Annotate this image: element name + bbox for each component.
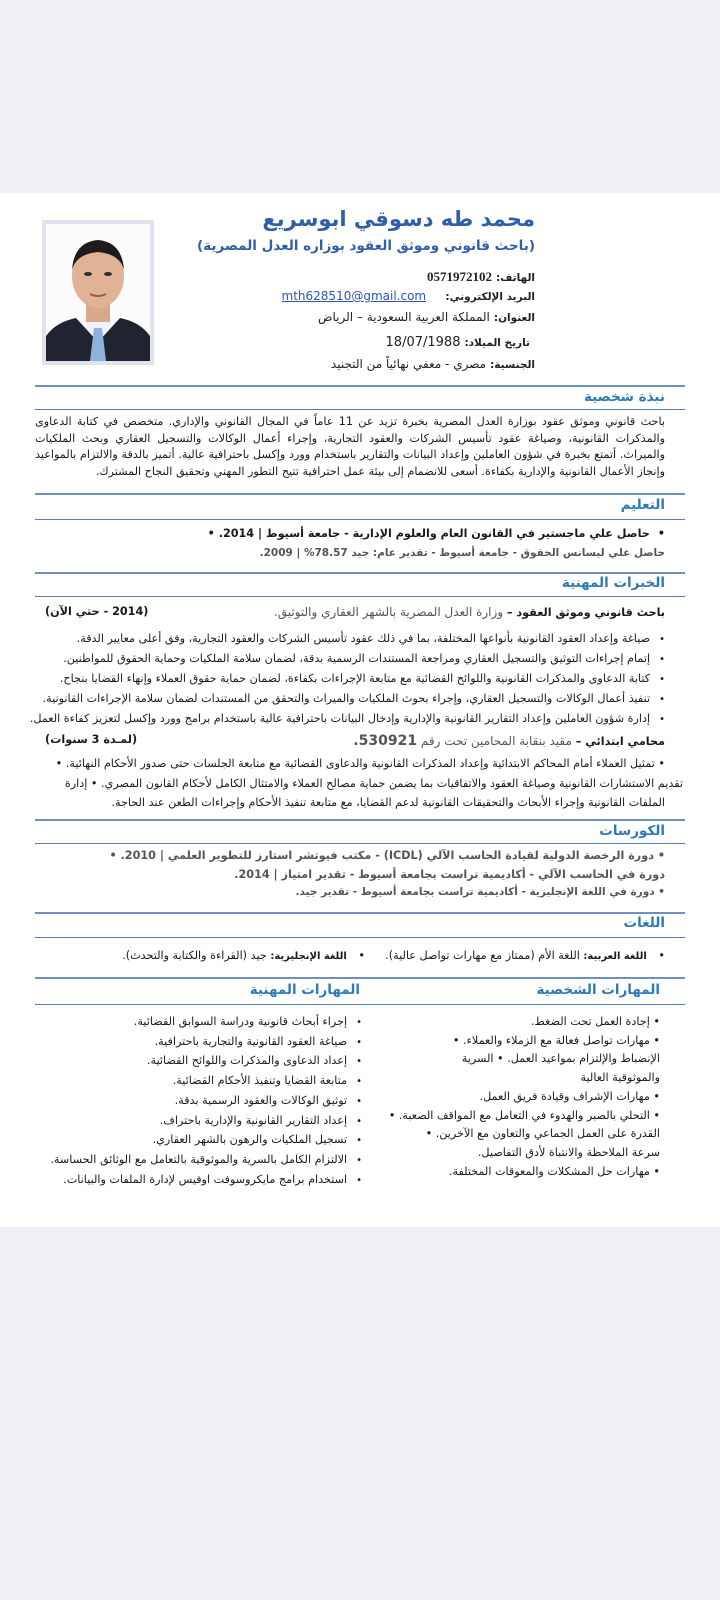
job-2-registration-number: 530921. bbox=[353, 733, 418, 749]
course-item-english: • دورة في اللغة الإنجليزية - أكاديمية تراست بجامعة أسيوط - تقدير جيد. bbox=[295, 886, 665, 898]
professional-skill-item: • توثيق الوكالات والعقود الرسمية بدقة. bbox=[50, 1092, 362, 1112]
section-divider bbox=[35, 572, 685, 574]
personal-skills-list bbox=[370, 1013, 660, 1181]
personal-skill-line: الإنضباط والإلتزام بمواعيد العمل. • السرية bbox=[461, 1052, 660, 1066]
birthdate-label: تاريخ الميلاد: bbox=[464, 337, 530, 349]
personal-skill-line: • مهارات حل المشكلات والمعوقات المختلفة. bbox=[448, 1164, 660, 1178]
section-divider bbox=[35, 596, 685, 597]
language-arabic-level: اللغة الأم (ممتاز مع مهارات تواصل عالية). bbox=[385, 949, 584, 962]
section-title-personal-skills: المهارات الشخصية bbox=[536, 982, 660, 998]
phone-value: 0571972102 bbox=[426, 269, 492, 284]
birthdate-value: 18/07/1988 bbox=[385, 335, 461, 350]
candidate-title: (باحث قانوني وموثق العقود بوزاره العدل المصرية) bbox=[197, 238, 535, 254]
section-divider bbox=[35, 385, 685, 387]
section-title-professional-skills: المهارات المهنية bbox=[249, 982, 360, 998]
profile-photo-frame bbox=[42, 220, 154, 365]
section-title-experience: الخبرات المهنية bbox=[561, 575, 665, 591]
section-title-languages: اللغات bbox=[623, 915, 665, 931]
address-value: المملكة العربية السعودية – الرياض bbox=[318, 310, 490, 324]
section-divider bbox=[35, 519, 685, 520]
job-1-bullet: • كتابة الدعاوى والمذكرات القانونية واللوائح القضائية مع متابعة الإجراءات بكفاءة، لضمان حماية حقوق العملاء وإنهاء القضايا بنجاح. bbox=[30, 669, 665, 689]
section-divider bbox=[35, 493, 685, 495]
language-english bbox=[122, 949, 365, 962]
job-2-role: محامي ابتدائي – bbox=[575, 735, 665, 748]
email-link[interactable]: mth628510@gmail.com bbox=[281, 289, 427, 303]
phone-row bbox=[427, 269, 535, 285]
job-2-line: • تمثيل العملاء أمام المحاكم الابتدائية وإعداد المذكرات القانونية والدعاوى القضائية مع متابعة الجلسات حتى صدور الأحكام النهائية. • bbox=[55, 757, 665, 770]
professional-skill-item: • صياغة العقود القانونية والتجارية باحترافية. bbox=[50, 1033, 362, 1053]
job-1-heading bbox=[274, 605, 665, 619]
education-item-masters: • حاصل علي ماجستير في القانون العام والعلوم الإدارية - جامعة أسيوط | 2014. • bbox=[208, 527, 665, 540]
job-2-line: تقديم الاستشارات القانونية وصياغة العقود والاتفاقيات بما يضمن حماية مصالح العملاء والامتثال الكامل لأحكام القانون المصري. • إدارة bbox=[64, 777, 683, 790]
profile-summary: باحث قانوني وموثق عقود بوزارة العدل المصرية بخبرة تزيد عن 11 عاماً في المجال القانوني والإداري. متخصص في كتابة الدعاوى والمذكرات القانونية، وصياغة عقود تأسيس الشركات والعقود التجارية، وإجراء أعمال الوكالات والتسجيل العقاري وبحث الملكيات والميراث. أتمتع بخبرة في شؤون العاملين وإعداد البيانات والتقارير باستخدام وورد وإكسل باحترافية عالية. أتميز بالدقة والالتزام بالمواعيد وإنجاز الأعمال القانونية والإدارية بكفاءة. أسعى للانضمام إلى بيئة عمل احترافية تتيح التطور المهني وتحقيق النجاح المشترك. bbox=[35, 415, 665, 478]
section-title-profile: نبذة شخصية bbox=[583, 389, 665, 405]
professional-skill-item: • متابعة القضايا وتنفيذ الأحكام القضائية. bbox=[50, 1072, 362, 1092]
section-title-education: التعليم bbox=[620, 497, 665, 513]
personal-skill-line: • إجادة العمل تحت الضغط. bbox=[530, 1015, 660, 1028]
job-2-org: مقيد بنقابة المحامين تحت رقم bbox=[417, 734, 576, 748]
language-english-label: اللغة الإنجليزية: bbox=[270, 951, 347, 962]
language-arabic-label: اللغة العربية: bbox=[583, 951, 647, 962]
education-item-bachelor: حاصل علي ليسانس الحقوق - جامعة أسيوط - تقدير عام: جيد 78.57% | 2009. bbox=[259, 547, 665, 559]
job-1-bullets bbox=[30, 629, 665, 729]
section-title-courses: الكورسات bbox=[599, 823, 665, 839]
professional-skill-item: • الالتزام الكامل بالسرية والموثوقية بالتعامل مع الوثائق الحساسة. bbox=[50, 1151, 362, 1171]
section-divider bbox=[35, 1004, 685, 1005]
section-divider bbox=[35, 843, 685, 844]
course-item-icdl: • دورة الرخصة الدولية لقيادة الحاسب الآلي (ICDL) - مكتب فيوتشر استارز للتطوير العلمي | 2010. • bbox=[109, 849, 665, 862]
section-divider bbox=[35, 977, 685, 979]
job-1-period: (2014 - حتي الآن) bbox=[45, 605, 149, 618]
address-label: العنوان: bbox=[493, 312, 535, 324]
personal-skill-line: • التحلي بالصبر والهدوء في التعامل مع المواقف الصعبة. • bbox=[388, 1108, 660, 1122]
job-2-heading bbox=[353, 733, 665, 749]
candidate-name: محمد طه دسوقي ابوسريع bbox=[262, 207, 535, 231]
job-1-role: باحث قانوني وموثق العقود – bbox=[506, 606, 665, 619]
profile-photo bbox=[46, 224, 150, 361]
language-english-level: جيد (القراءة والكتابة والتحدث). bbox=[122, 949, 271, 962]
job-2-line: الملفات القانونية وإجراء الأبحاث والتحقيقات القانونية لدعم القضايا، مع متابعة تنفيذ الأحكام وإجراءات الطعن عند الحاجة. bbox=[111, 796, 665, 809]
personal-skill-line: سرعة الملاحظة والانتباة لأدق التفاصيل. bbox=[477, 1145, 660, 1159]
professional-skill-item: • إعداد التقارير القانونية والإدارية باحتراف. bbox=[50, 1112, 362, 1132]
job-1-bullet: • تنفيذ أعمال الوكالات والتسجيل العقاري، وإجراء بحوث الملكيات والميراث والتحقق من المستندات لضمان سلامة الإجراءات القانونية. bbox=[30, 689, 665, 709]
professional-skill-item: • إجراء أبحاث قانونية ودراسة السوابق القضائية. bbox=[50, 1013, 362, 1033]
job-1-org: وزارة العدل المصرية بالشهر العقاري والتوثيق. bbox=[273, 605, 507, 619]
cv-page bbox=[0, 193, 720, 1227]
section-divider bbox=[35, 912, 685, 914]
job-1-bullet: • إدارة شؤون العاملين وإعداد التقارير القانونية والإدارية وإدخال البيانات باحترافية عالية باستخدام برامج وورد وإكسل لتعزيز كفاءة العمل. bbox=[30, 709, 665, 729]
phone-label: الهاتف: bbox=[495, 272, 535, 284]
job-1-bullet: • إتمام إجراءات التوثيق والتسجيل العقاري ومراجعة المستندات الرسمية بدقة، لضمان سلامة الملكيات وحماية الحقوق للمواطنين. bbox=[30, 649, 665, 669]
professional-skill-item: • استخدام برامج مايكروسوفت اوفيس لإدارة الملفات والبيانات. bbox=[50, 1171, 362, 1191]
personal-skill-line: والموثوقية العالية bbox=[580, 1071, 660, 1085]
course-item-computer: دورة في الحاسب الآلي - أكاديمية تراست بجامعة أسيوط - تقدير امتياز | 2014. bbox=[234, 868, 665, 881]
personal-skill-line: القدرة على العمل الجماعي والتعاون مع الآخرين. • bbox=[425, 1127, 660, 1141]
person-portrait-icon bbox=[46, 224, 150, 361]
personal-skill-line: • مهارات تواصل فعالة مع الزملاء والعملاء. • bbox=[452, 1033, 660, 1047]
email-row bbox=[282, 289, 535, 303]
birthdate-row bbox=[386, 335, 530, 350]
section-divider bbox=[35, 409, 685, 410]
job-2-period: (لمـدة 3 سنوات) bbox=[45, 733, 138, 746]
language-arabic bbox=[385, 949, 665, 962]
section-divider bbox=[35, 937, 685, 938]
nationality-row bbox=[331, 357, 535, 371]
nationality-label: الجنسية: bbox=[490, 359, 535, 371]
professional-skill-item: • إعداد الدعاوى والمذكرات واللوائح القضائية. bbox=[50, 1052, 362, 1072]
job-1-bullet: • صياغة وإعداد العقود القانونية بأنواعها المختلفة، بما في ذلك عقود تأسيس الشركات والعقود التجارية، وفق أعلى معايير الدقة. bbox=[30, 629, 665, 649]
address-row bbox=[318, 310, 535, 324]
personal-skill-line: • مهارات الإشراف وقيادة فريق العمل. bbox=[479, 1089, 660, 1103]
email-label: البريد الإلكتروني: bbox=[445, 291, 535, 303]
professional-skill-item: • تسجيل الملكيات والرهون بالشهر العقاري. bbox=[50, 1131, 362, 1151]
section-divider bbox=[35, 819, 685, 821]
professional-skills-list bbox=[50, 1013, 362, 1190]
nationality-value: مصري - معفي نهائياً من التجنيد bbox=[330, 357, 487, 371]
